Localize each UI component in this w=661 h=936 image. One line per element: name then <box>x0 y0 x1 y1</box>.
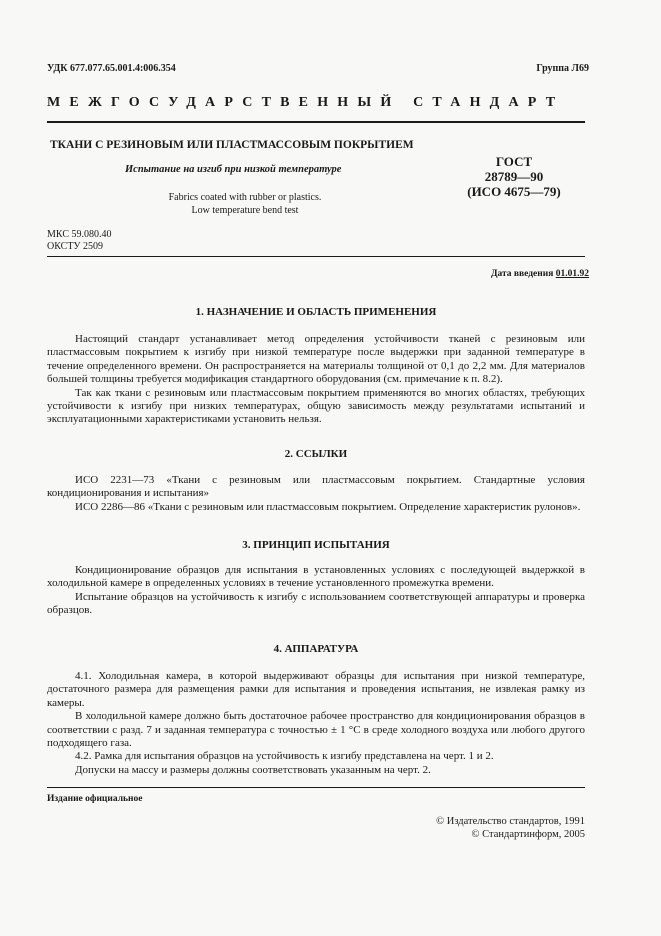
section-3-body <box>47 564 585 618</box>
section-1-title: 1. НАЗНАЧЕНИЕ И ОБЛАСТЬ ПРИМЕНЕНИЯ <box>195 306 437 318</box>
section-1-body <box>47 333 585 427</box>
section-4-body <box>47 670 585 777</box>
footer-rule <box>47 787 585 788</box>
copyright-publisher: © Издательство стандартов, 1991 <box>436 816 585 827</box>
top-rule <box>47 121 585 123</box>
mks-code: МКС 59.080.40 <box>47 229 112 240</box>
classification-codes <box>47 229 111 253</box>
document-title-en: Fabrics coated with rubber or plastics. Low temperature bend test <box>168 192 322 216</box>
introduction-date: Дата введения 01.01.92 <box>490 269 589 279</box>
paragraph: Настоящий стандарт устанавливает метод определения устойчивости тканей с резиновым или пластмассовым покрытием к изгибу при низкой температуре после выдержки при заданной температуре в течение определенного времени. Он распространяется на материалы толщиной от 0,1 до 2,2 мм. Для материалов большей толщины требуется модификация стандартного оборудования (см. примечание к п. 8.2). <box>47 333 585 386</box>
paragraph: 4.2. Рамка для испытания образцов на устойчивость к изгибу представлена на черт. 1 и 2. <box>75 750 494 763</box>
paragraph: В холодильной камере должно быть достаточное рабочее пространство для кондиционирования образцов в соответствии с разд. 7 и заданная температура с точностью ± 1 °С в среде холодного воздуха или любого другого подходящего газа. <box>47 710 585 750</box>
udk-code: УДК 677.077.65.001.4:006.354 <box>47 63 176 74</box>
gost-designation: ГОСТ 28789—90 (ИСО 4675—79) <box>467 154 561 199</box>
document-title-ru: ТКАНИ С РЕЗИНОВЫМ ИЛИ ПЛАСТМАССОВЫМ ПОКРЫТИЕМ <box>50 139 414 151</box>
paragraph: ИСО 2231—73 «Ткани с резиновым или пластмассовым покрытием. Стандартные условия кондиционирования и испытания» <box>47 474 585 500</box>
copyright-current: © Стандартинформ, 2005 <box>471 829 585 840</box>
section-2-body <box>47 474 585 514</box>
paragraph: Кондиционирование образцов для испытания в установленных условиях с последующей выдержкой в холодильной камере в определенных условиях в течение установленного промежутка времени. <box>47 564 585 590</box>
section-4-title: 4. АППАРАТУРА <box>273 643 359 655</box>
group-code: Группа Л69 <box>536 63 589 74</box>
paragraph: ИСО 2286—86 «Ткани с резиновым или пластмассовым покрытием. Определение характеристик рулонов». <box>75 500 581 513</box>
paragraph: Допуски на массу и размеры должны соответствовать указанным на черт. 2. <box>75 763 431 776</box>
paragraph: Испытание образцов на устойчивость к изгибу с использованием соответствующей аппаратуры и проверка образцов. <box>47 590 585 617</box>
edition-label: Издание официальное <box>47 794 143 804</box>
document-subtitle-ru: Испытание на изгиб при низкой температуре <box>125 164 342 175</box>
header-bottom-rule <box>47 256 585 257</box>
section-2-title: 2. ССЫЛКИ <box>284 448 348 460</box>
interstate-standard-heading: МЕЖГОСУДАРСТВЕННЫЙ СТАНДАРТ <box>47 95 565 110</box>
paragraph: Так как ткани с резиновым или пластмассовым покрытием применяются во многих областях, требующих устойчивости к изгибу при низких температурах, общую зависимость между результатами испытаний и эксплуатационными характеристиками установить нельзя. <box>47 386 585 426</box>
paragraph: 4.1. Холодильная камера, в которой выдерживают образцы для испытания при низкой температуре, достаточного размера для размещения рамки для испытания и проведения испытания, не извлекая рамку из камеры. <box>47 670 585 709</box>
section-3-title: 3. ПРИНЦИП ИСПЫТАНИЯ <box>242 539 390 551</box>
okstu-code: ОКСТУ 2509 <box>47 241 104 252</box>
